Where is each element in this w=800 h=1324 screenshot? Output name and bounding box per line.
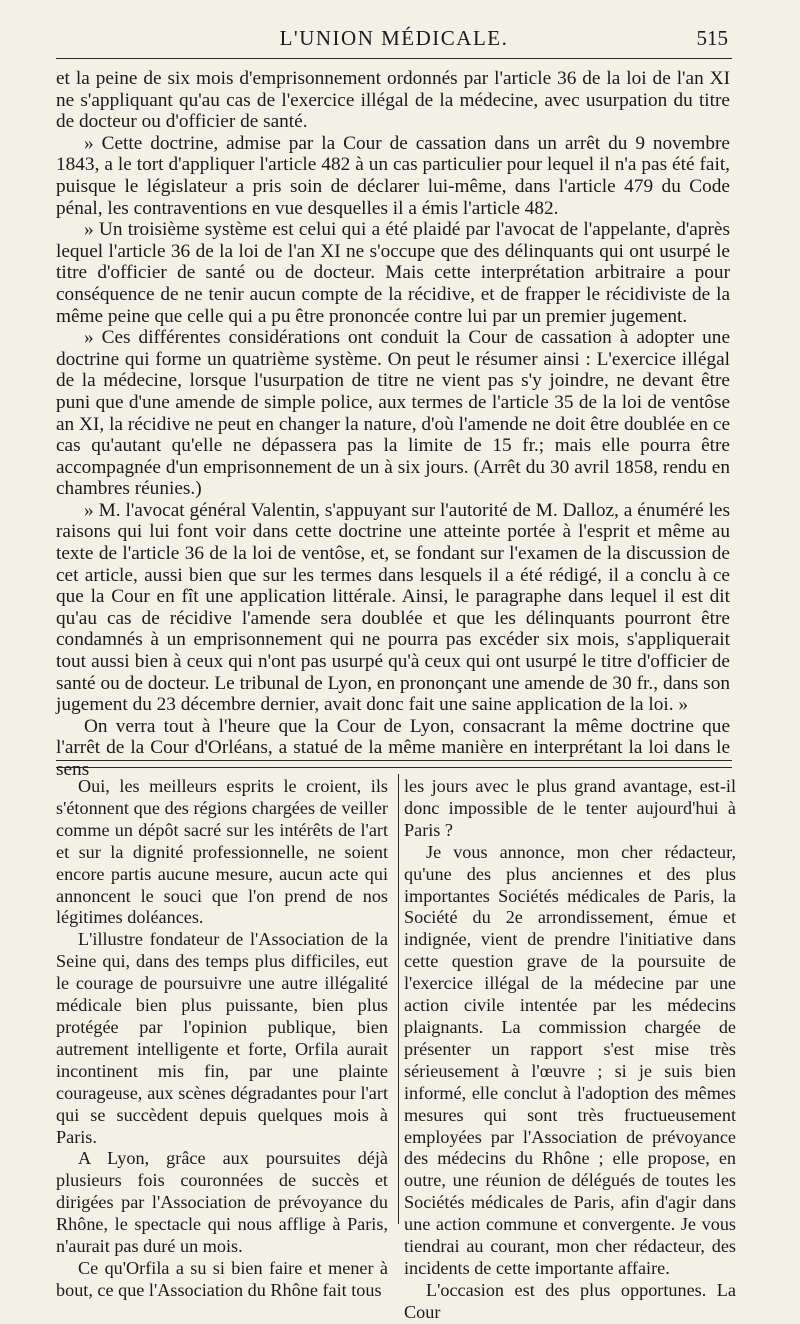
main-article-text: [56, 68, 730, 781]
header-rule: [56, 58, 732, 59]
paragraph: les jours avec le plus grand avantage, est-il donc impossible de le tenter aujourd'hui à Paris ?: [404, 776, 736, 840]
page-header: [56, 22, 732, 52]
paragraph: » Ces différentes considérations ont conduit la Cour de cassation à adopter une doctrine qui forme un quatrième système. On peut le résumer ainsi : L'exercice illégal de la médecine, lorsque l'usurpation de titre ne vient pas s'y joindre, ne devant être puni que d'une amende de simple police, aux termes de l'article 35 de la loi de ventôse an XI, la récidive ne peut en changer la nature, d'où l'amende ne doit être doublée en ce cas qu'autant qu'elle ne dépassera pas la limite de 15 fr.; mais elle pourra être accompagnée d'un emprisonnement de un à six jours. (Arrêt du 30 avril 1858, rendu en chambres réunies.): [56, 327, 730, 500]
paragraph: L'illustre fondateur de l'Association de la Seine qui, dans des temps plus difficiles, eut le courage de poursuivre une autre illégalité médicale bien plus puissante, bien plus protégée par l'opinion publique, bien autrement intelligente et forte, Orfila aurait incontinent mis fin, par une plainte courageuse, aux scènes dégradantes pour l'art qui se succèdent depuis quelques mois à Paris.: [56, 929, 388, 1147]
feuilleton-separator: [56, 760, 732, 768]
running-title: L'UNION MÉDICALE.: [279, 26, 509, 50]
paragraph: » Cette doctrine, admise par la Cour de cassation dans un arrêt du 9 novembre 1843, a le tort d'appliquer l'article 482 à un cas particulier pour lequel il n'a pas été fait, puisque le législateur a pris soin de déclarer lui-même, dans l'article 479 du Code pénal, les contraventions en vue desquelles il a émis l'article 482.: [56, 132, 730, 219]
paragraph: A Lyon, grâce aux poursuites déjà plusieurs fois couronnées de succès et dirigées par l'Association de prévoyance du Rhône, le spectacle qui nous afflige à Paris, n'aurait pas duré un mois.: [56, 1148, 388, 1257]
paragraph: On verra tout à l'heure que la Cour de Lyon, consacrant la même doctrine que l'arrêt de la Cour d'Orléans, a statué de la même manière en interprétant la loi dans le sens: [56, 715, 730, 780]
paragraph: et la peine de six mois d'emprisonnement ordonnés par l'article 36 de la loi de l'an XI ne s'appliquant qu'au cas de l'exercice illégal de la médecine, avec usurpation du titre de docteur ou d'officier de santé.: [56, 68, 730, 133]
paragraph: » M. l'avocat général Valentin, s'appuyant sur l'autorité de M. Dalloz, a énuméré les raisons qui lui font voir dans cette doctrine une atteinte portée à l'esprit et même au texte de l'article 36 de la loi de ventôse, et, se fondant sur l'examen de la discussion de cet article, aussi bien que sur les termes dans lesquels il a été rédigé, il a conclu à ce que la Cour en fît une application littérale. Ainsi, le paragraphe dans lequel il est dit qu'au cas de récidive l'amende sera doublée et que les délinquants pourront être condamnés à un emprisonnement qui ne pourra pas excéder six mois, s'appliquerait tout aussi bien à ceux qui n'ont pas usurpé qu'à ceux qui ont usurpé le titre d'officier de santé ou de docteur. Le tribunal de Lyon, en prononçant une amende de 30 fr., dans son jugement du 23 décembre dernier, avait donc fait une saine application de la loi. »: [56, 499, 730, 716]
paragraph: Ce qu'Orfila a su si bien faire et mener à bout, ce que l'Association du Rhône fait tous: [56, 1257, 388, 1300]
feuilleton-right-column: [404, 776, 736, 1324]
page-number: 515: [696, 26, 728, 50]
feuilleton-left-column: [56, 776, 388, 1302]
column-divider: [398, 774, 399, 1224]
paragraph: L'occasion est des plus opportunes. La Cour: [404, 1279, 736, 1322]
paragraph: » Un troisième système est celui qui a été plaidé par l'avocat de l'appelante, d'après lequel l'article 36 de la loi de l'an XI ne s'occupe que des délinquants qui ont usurpé le titre d'officier de santé ou de docteur. Mais cette interprétation arbitraire a pour conséquence de ne tenir aucun compte de la récidive, et de frapper le récidiviste de la même peine que celle qui a pu être prononcée contre lui par un premier jugement.: [56, 219, 730, 327]
paragraph: Je vous annonce, mon cher rédacteur, qu'une des plus anciennes et des plus importantes Sociétés médicales de Paris, la Société du 2e arrondissement, émue et indignée, vient de prendre l'initiative dans cette question grave de la poursuite de l'exercice illégal de la médecine par une action civile intentée par les médecins plaignants. La commission chargée de présenter un rapport s'est mise très sérieusement à l'œuvre ; si je suis bien informé, elle conclut à l'adoption des mêmes mesures qui sont très fructueusement employées par l'Association de prévoyance des médecins du Rhône ; elle propose, en outre, une réunion de délégués de toutes les Sociétés médicales de Paris, afin d'agir dans une action commune et convergente. Je vous tiendrai au courant, mon cher rédacteur, des incidents de cette importante affaire.: [404, 841, 736, 1278]
paragraph: Oui, les meilleurs esprits le croient, ils s'étonnent que des régions chargées de veiller comme un dépôt sacré sur les intérêts de l'art et sur la dignité professionnelle, ne soient encore partis aucune mesure, aucun acte qui annoncent le souci que l'on prend de nos légitimes doléances.: [56, 776, 388, 928]
